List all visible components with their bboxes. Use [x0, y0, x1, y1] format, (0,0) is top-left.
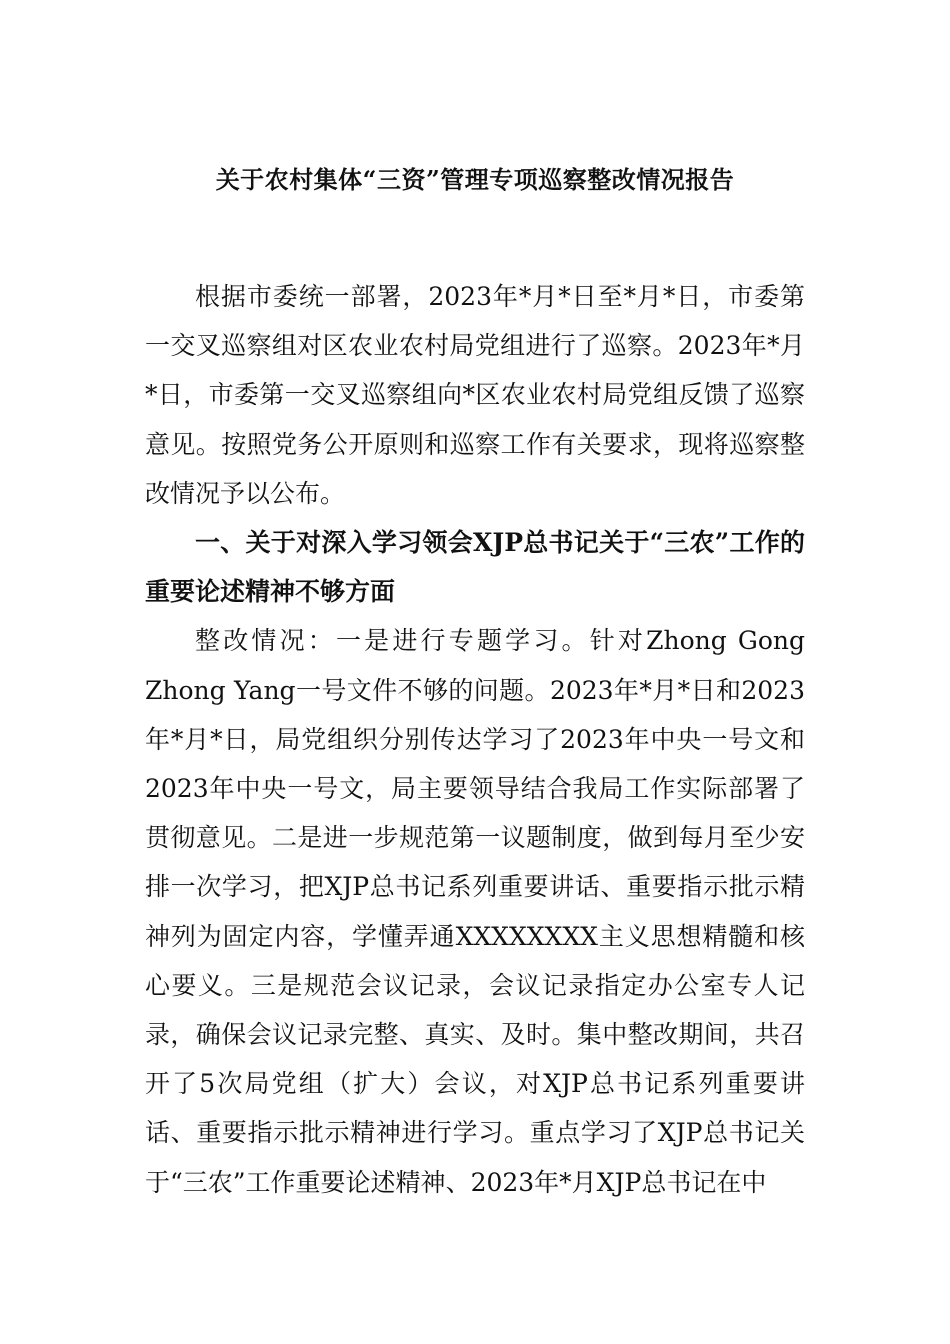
section-heading-1: 一、关于对深入学习领会XJP总书记关于“三农”工作的重要论述精神不够方面: [145, 528, 805, 607]
rectification-paragraph: 整改情况：一是进行专题学习。针对Zhong Gong Zhong Yang一号文件不够的问题。2023年*月*日和2023年*月*日，局党组织分别传达学习了2023年中央一号文和2023年中央一号文，局主要领导结合我局工作实际部署了贯彻意见。二是进一步规范第一议题制度，做到每月至少安排一次学习，把XJP总书记系列重要讲话、重要指示批示精神列为固定内容，学懂弄通XXXXXXXX主义思想精髓和核心要义。三是规范会议记录，会议记录指定办公室专人记录，确保会议记录完整、真实、及时。集中整改期间，共召开了5次局党组（扩大）会议，对XJP总书记系列重要讲话、重要指示批示精神进行学习。重点学习了XJP总书记关于“三农”工作重要论述精神、2023年*月XJP总书记在中: [145, 626, 805, 1197]
document-title: 关于农村集体“三资”管理专项巡察整改情况报告: [215, 165, 735, 194]
intro-paragraph: 根据市委统一部署，2023年*月*日至*月*日，市委第一交叉巡察组对区农业农村局党组进行了巡察。2023年*月*日，市委第一交叉巡察组向*区农业农村局党组反馈了巡察意见。按照党务公开原则和巡察工作有关要求，现将巡察整改情况予以公布。: [145, 282, 805, 508]
document-body: [145, 272, 805, 1207]
document-page: [145, 0, 805, 1344]
